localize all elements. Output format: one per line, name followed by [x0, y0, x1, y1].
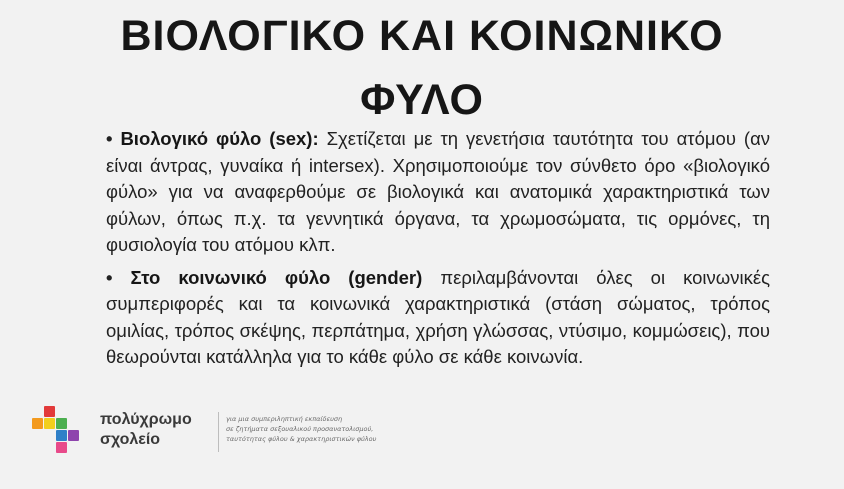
logo-square	[56, 442, 67, 453]
bullet-marker: •	[106, 128, 113, 149]
tagline-line-1: για μια συμπεριληπτική εκπαίδευση	[226, 415, 343, 423]
bullet-term: Βιολογικό φύλο (sex):	[120, 128, 319, 149]
footer-tagline	[226, 414, 456, 444]
logo-square	[68, 430, 79, 441]
logo-square	[44, 406, 55, 417]
logo-square	[56, 430, 67, 441]
bullet-list	[106, 126, 770, 377]
logo-square	[44, 418, 55, 429]
logo-square	[56, 418, 67, 429]
slide-title-line-1: ΒΙΟΛΟΓΙΚΟ ΚΑΙ ΚΟΙΝΩΝΙΚΟ	[120, 12, 724, 60]
logo-line-1: πολύχρωμο	[100, 411, 192, 428]
logo-square	[32, 418, 43, 429]
bullet-text: Σχετίζεται με τη γενετήσια ταυτότητα του ατόμου (αν είναι άντρας, γυναίκα ή intersex). Χρησιμοποιούμε τον σύνθετο όρο «βιολογικό φύλο» για να αναφερθούμε σε βιολογικά και ανατομικά χαρακτηριστικά των φύλων, όπως π.χ. τα γεννητικά όργανα, τα χρωμοσώματα, τις ορμόνες, τη φυσιολογία του ατόμου κλπ.	[106, 128, 771, 255]
bullet-marker: •	[106, 266, 113, 288]
tagline-line-2: σε ζητήματα σεξουαλικού προσανατολισμού,	[226, 425, 374, 433]
footer-divider	[218, 412, 219, 452]
footer	[30, 404, 450, 460]
logo-wordmark	[100, 410, 192, 450]
bullet-social-gender	[106, 265, 770, 371]
bullet-biological-sex	[106, 126, 770, 259]
logo-line-2: σχολείο	[100, 431, 161, 448]
polychromo-logo-icon	[30, 404, 94, 456]
tagline-line-3: ταυτότητας φύλου & χαρακτηριστικών φύλου	[226, 435, 377, 443]
bullet-term: Στο κοινωνικό φύλο (gender)	[130, 266, 423, 288]
bullet-text: περιλαμβάνονται όλες οι κοινωνικές συμπεριφορές και τα κοινωνικά χαρακτηριστικά (στάση σώματος, τρόπος ομιλίας, τρόπος σκέψης, περπάτημα, χρήση γλώσσας, ντύσιμο, κομμώσεις), που θεωρούνται κατάλληλα για το κάθε φύλο σε κάθε κοινωνία.	[106, 266, 770, 367]
slide-title-line-2: ΦΥΛΟ	[360, 76, 484, 124]
